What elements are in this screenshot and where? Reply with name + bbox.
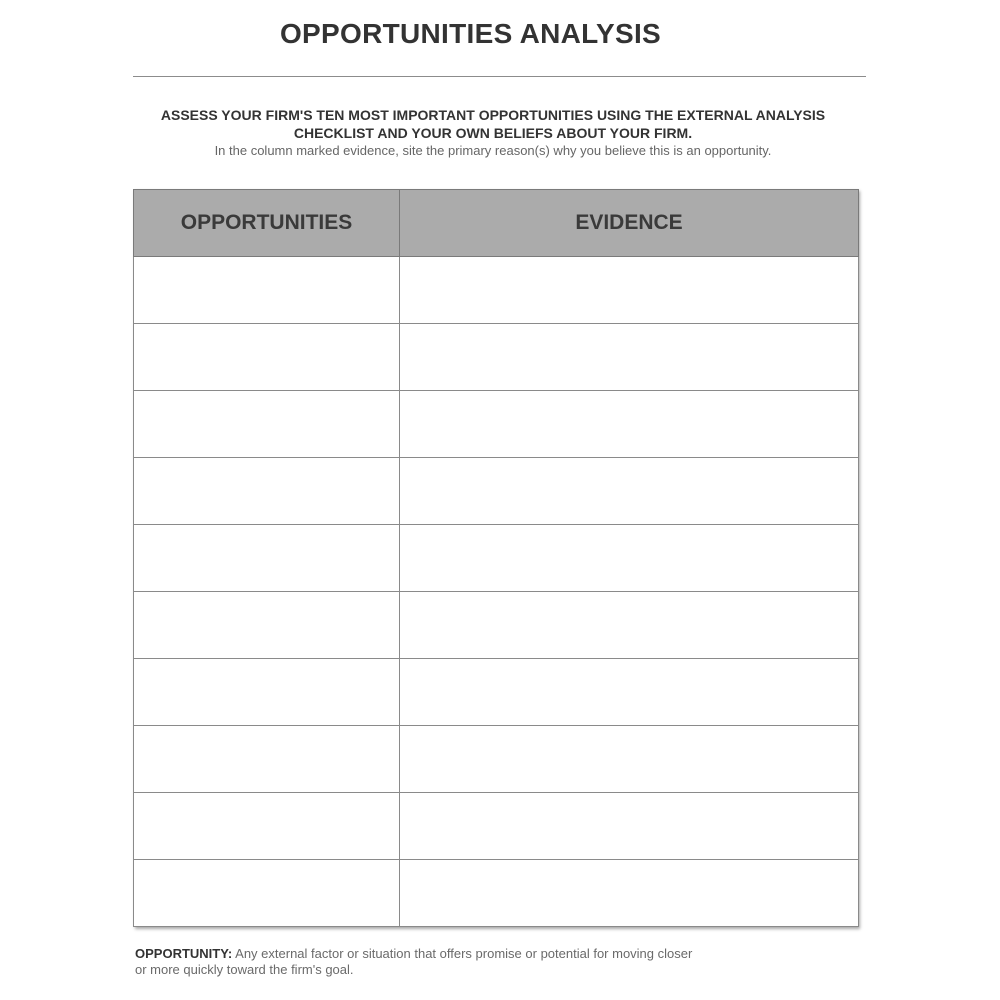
- instructions-subtext: In the column marked evidence, site the primary reason(s) why you believe this is an opportunity.: [214, 143, 772, 158]
- table-row: [134, 257, 859, 324]
- opportunity-cell[interactable]: [134, 592, 400, 659]
- instructions: [120, 106, 866, 160]
- evidence-cell[interactable]: [400, 860, 859, 927]
- table-row: [134, 860, 859, 927]
- opportunity-cell[interactable]: [134, 324, 400, 391]
- opportunities-table: [133, 189, 859, 927]
- page-title: OPPORTUNITIES ANALYSIS: [279, 18, 662, 49]
- evidence-cell[interactable]: [400, 726, 859, 793]
- table-row: [134, 391, 859, 458]
- title-divider: [133, 76, 866, 77]
- table-row: [134, 324, 859, 391]
- opportunity-cell[interactable]: [134, 458, 400, 525]
- definition-text-line1: Any external factor or situation that offers promise or potential for moving closer: [232, 946, 693, 961]
- definition-term: OPPORTUNITY:: [135, 946, 233, 961]
- table-row: [134, 659, 859, 726]
- opportunity-definition: [135, 946, 775, 978]
- opportunity-cell[interactable]: [134, 860, 400, 927]
- table-row: [134, 726, 859, 793]
- table-row: [134, 458, 859, 525]
- evidence-cell[interactable]: [400, 391, 859, 458]
- evidence-cell[interactable]: [400, 525, 859, 592]
- evidence-cell[interactable]: [400, 793, 859, 860]
- instructions-heading-line1: ASSESS YOUR FIRM'S TEN MOST IMPORTANT OPPORTUNITIES USING THE EXTERNAL ANALYSIS: [160, 107, 826, 123]
- instructions-heading-line2: CHECKLIST AND YOUR OWN BELIEFS ABOUT YOUR FIRM.: [293, 125, 693, 141]
- evidence-cell[interactable]: [400, 257, 859, 324]
- evidence-cell[interactable]: [400, 324, 859, 391]
- column-header-opportunities: OPPORTUNITIES: [134, 190, 400, 257]
- evidence-cell[interactable]: [400, 592, 859, 659]
- definition-text-line2: or more quickly toward the firm's goal.: [135, 962, 354, 977]
- opportunity-cell[interactable]: [134, 793, 400, 860]
- opportunities-table-container: [133, 189, 858, 927]
- evidence-cell[interactable]: [400, 458, 859, 525]
- opportunity-cell[interactable]: [134, 726, 400, 793]
- table-row: [134, 793, 859, 860]
- opportunity-cell[interactable]: [134, 391, 400, 458]
- column-header-evidence: EVIDENCE: [400, 190, 859, 257]
- opportunity-cell[interactable]: [134, 257, 400, 324]
- table-row: [134, 525, 859, 592]
- table-row: [134, 592, 859, 659]
- table-header-row: [134, 190, 859, 257]
- opportunity-cell[interactable]: [134, 525, 400, 592]
- instructions-heading: [120, 106, 866, 142]
- opportunity-cell[interactable]: [134, 659, 400, 726]
- evidence-cell[interactable]: [400, 659, 859, 726]
